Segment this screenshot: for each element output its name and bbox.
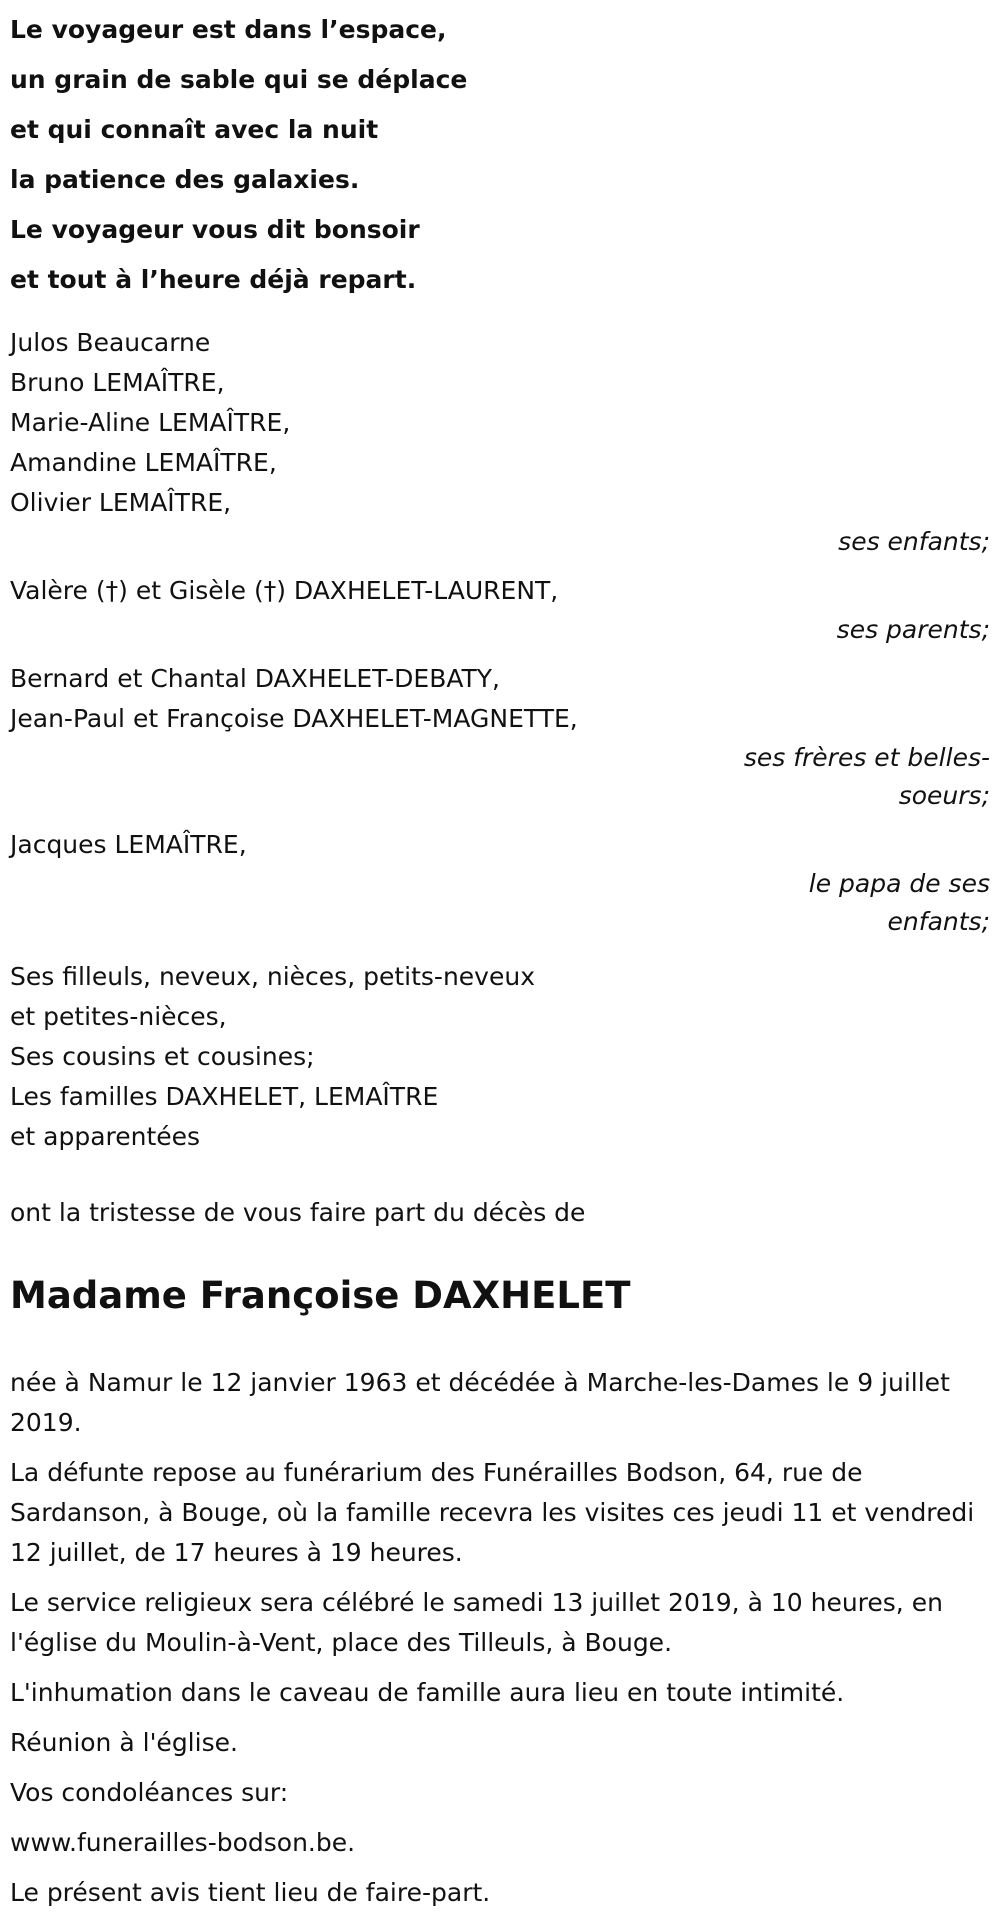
poem-line: la patience des galaxies. — [10, 165, 360, 194]
birth-death-text: née à Namur le 12 janvier 1963 et décédée à Marche-les-Dames le 9 juillet 2019. — [10, 1368, 950, 1437]
relatives-line: et apparentées — [10, 1122, 201, 1151]
notice-text: Le présent avis tient lieu de faire-part. — [10, 1878, 491, 1907]
poem — [10, 5, 990, 305]
relatives-line: et petites-nièces, — [10, 1002, 227, 1031]
sibling-name: Bernard et Chantal DAXHELET-DEBATY, — [10, 664, 501, 693]
child-name: Bruno LEMAÎTRE, — [10, 368, 225, 397]
deceased-name: Madame Françoise DAXHELET — [10, 1274, 631, 1317]
relatives-line: Les familles DAXHELET, LEMAÎTRE — [10, 1082, 439, 1111]
father-of-children — [10, 825, 990, 865]
parents-names: Valère (†) et Gisèle (†) DAXHELET-LAURENT, — [10, 576, 559, 605]
relatives-line: Ses filleuls, neveux, nièces, petits-neveux — [10, 962, 535, 991]
burial-text: L'inhumation dans le caveau de famille aura lieu en toute intimité. — [10, 1678, 845, 1707]
poem-line: et qui connaît avec la nuit — [10, 115, 379, 144]
child-name: Amandine LEMAÎTRE, — [10, 448, 277, 477]
obituary-details — [10, 1363, 990, 1913]
parents — [10, 571, 990, 611]
sibling-name: Jean-Paul et Françoise DAXHELET-MAGNETTE, — [10, 704, 578, 733]
poem-author: Julos Beaucarne — [10, 328, 211, 357]
service-text: Le service religieux sera célébré le samedi 13 juillet 2019, à 10 heures, en l'église du Moulin-à-Vent, place des Tilleuls, à Bouge. — [10, 1588, 943, 1657]
obituary-page — [10, 0, 990, 1923]
poem-line: Le voyageur vous dit bonsoir — [10, 215, 420, 244]
poem-line: un grain de sable qui se déplace — [10, 65, 468, 94]
child-name: Olivier LEMAÎTRE, — [10, 488, 232, 517]
children-list — [10, 363, 990, 523]
meeting-text: Réunion à l'église. — [10, 1728, 238, 1757]
poem-line: et tout à l’heure déjà repart. — [10, 265, 417, 294]
announcement-intro: ont la tristesse de vous faire part du décès de — [10, 1198, 586, 1227]
siblings-relation: ses frères et belles-soeurs; — [743, 743, 990, 810]
website-text: www.funerailles-bodson.be. — [10, 1828, 356, 1857]
funerarium-text: La défunte repose au funérarium des Funérailles Bodson, 64, rue de Sardanson, à Bouge, où la famille recevra les visites ces jeudi 11 et vendredi 12 juillet, de 17 heures à 19 heures. — [10, 1458, 975, 1567]
other-relatives — [10, 957, 990, 1157]
relatives-line: Ses cousins et cousines; — [10, 1042, 315, 1071]
parents-relation: ses parents; — [836, 615, 990, 644]
father-name: Jacques LEMAÎTRE, — [10, 830, 247, 859]
father-relation: le papa de ses enfants; — [808, 869, 990, 936]
child-name: Marie-Aline LEMAÎTRE, — [10, 408, 291, 437]
condolences-label: Vos condoléances sur: — [10, 1778, 289, 1807]
poem-line: Le voyageur est dans l’espace, — [10, 15, 447, 44]
siblings-list — [10, 659, 990, 739]
children-relation: ses enfants; — [838, 527, 990, 556]
